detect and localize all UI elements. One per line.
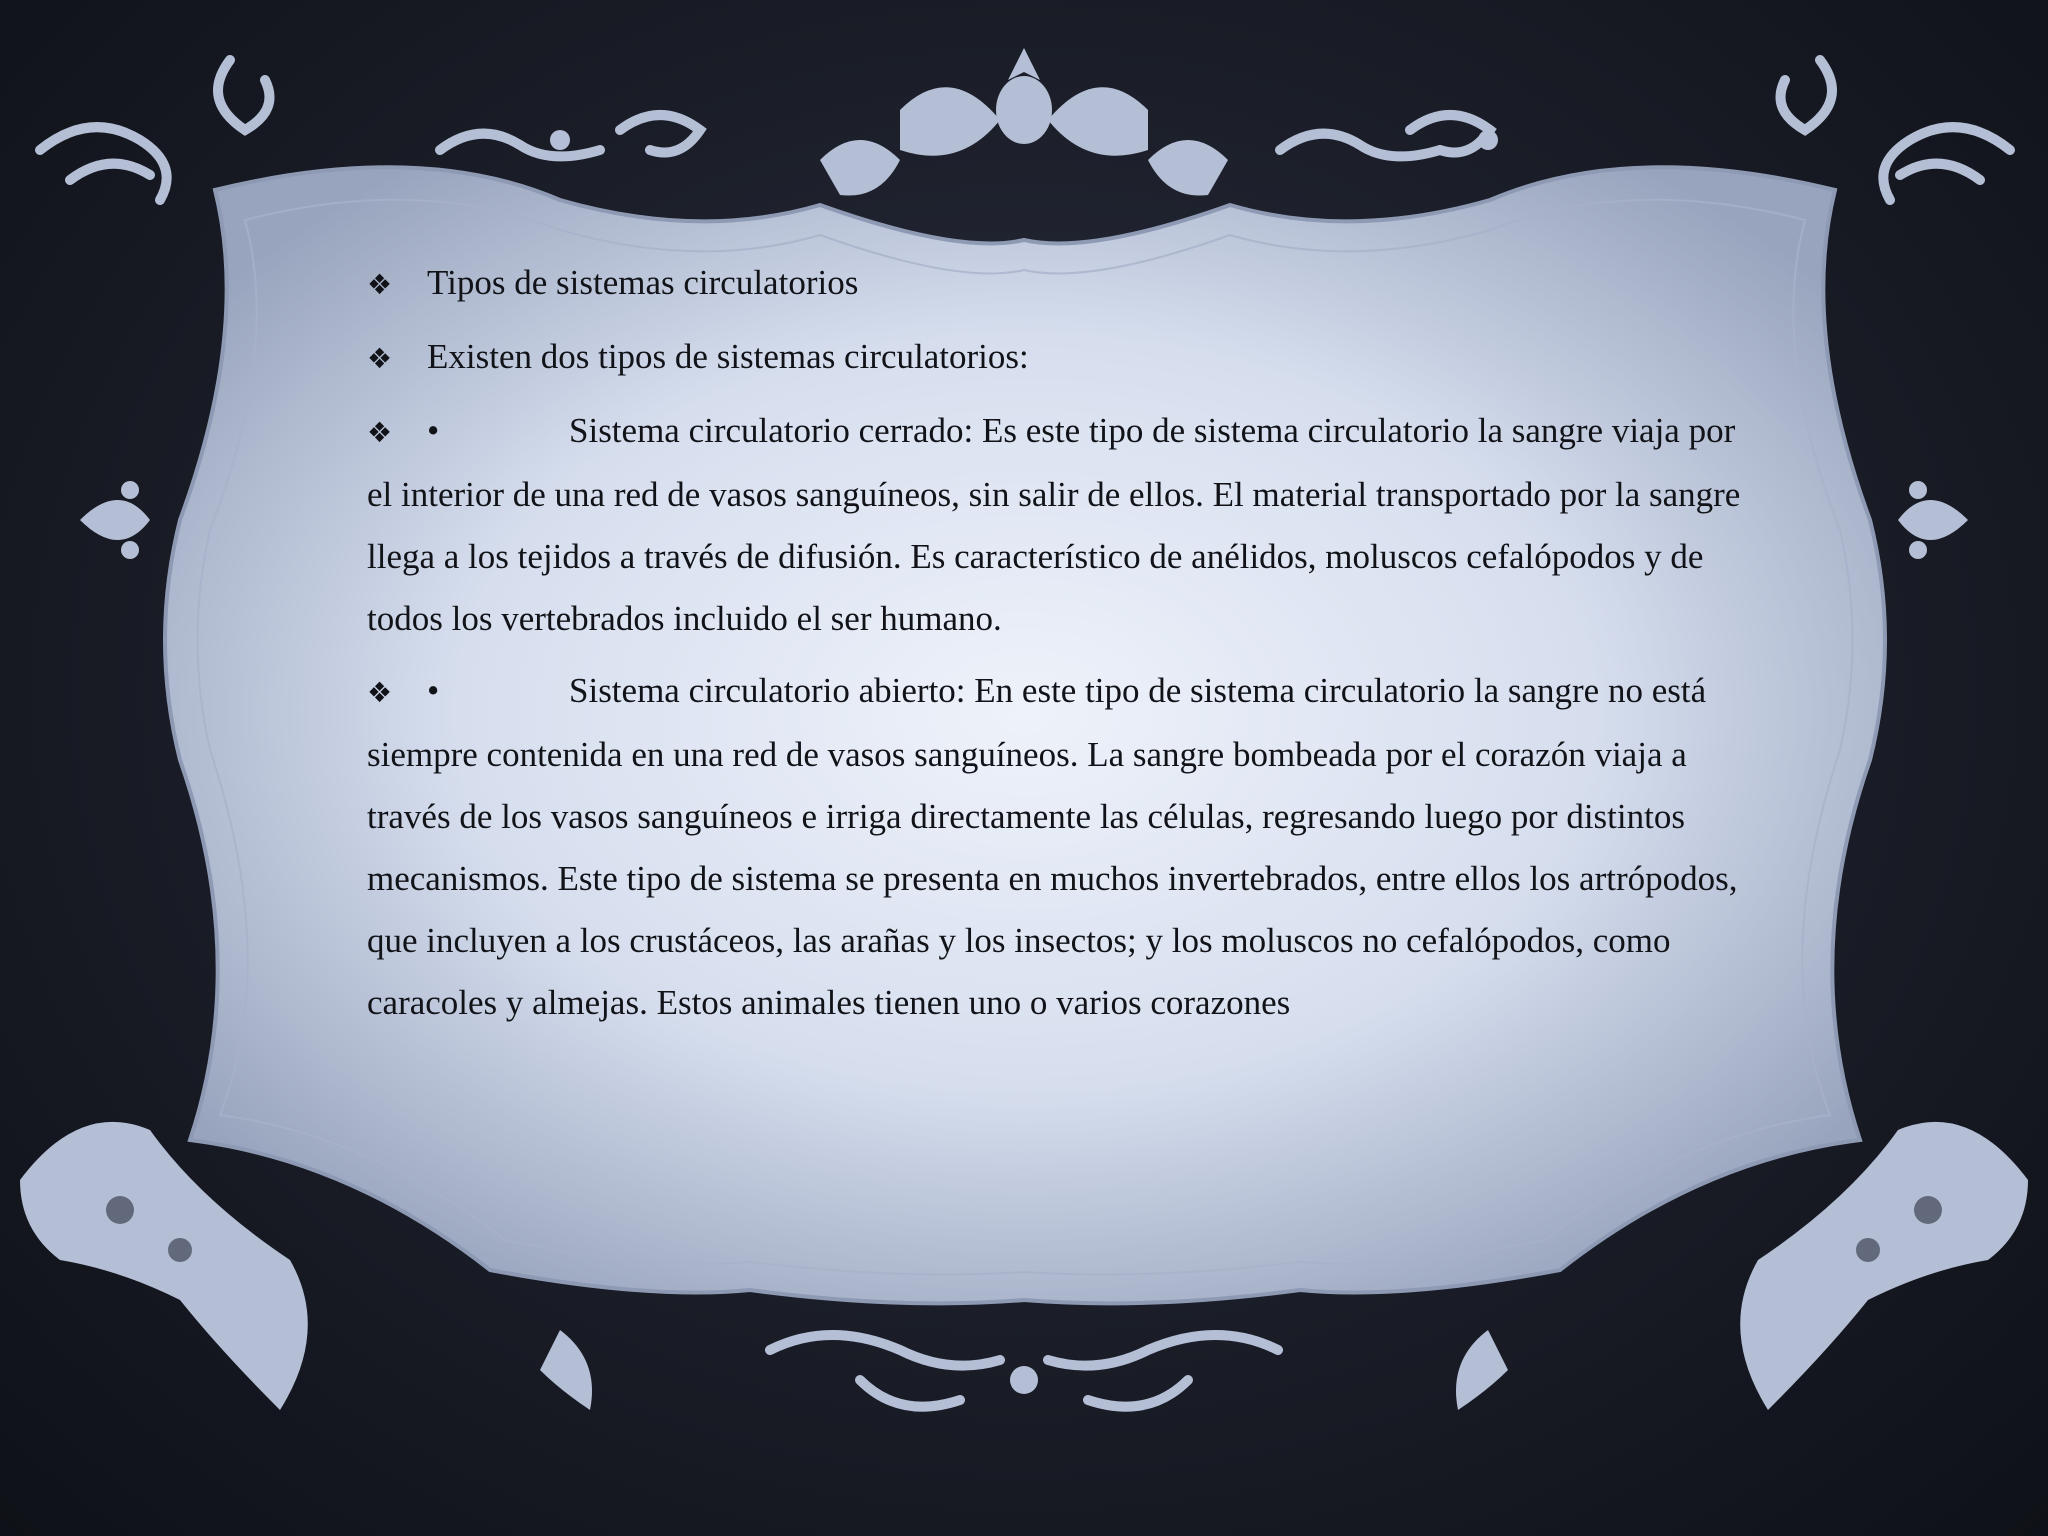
bullet-item-1 <box>367 252 1767 316</box>
diamond-bullet-icon: ❖ <box>367 676 393 709</box>
bullet-text: Existen dos tipos de sistemas circulatorios: <box>427 337 1029 376</box>
sub-bullet-dot: • <box>427 411 440 450</box>
slide-text-body <box>367 252 1767 1044</box>
diamond-bullet-icon: ❖ <box>367 416 393 449</box>
bullet-item-3 <box>367 400 1767 650</box>
diamond-bullet-icon: ❖ <box>367 268 393 301</box>
sub-bullet-dot: • <box>427 671 440 710</box>
bullet-text: Sistema circulatorio cerrado: Es este tipo de sistema circulatorio la sangre viaja por el interior de una red de vasos sanguíneos, sin salir de ellos. El material transportado por la sangre llega a los tejidos a través de difusión. Es característico de anélidos, moluscos cefalópodos y de todos los vertebrados incluido el ser humano. <box>367 411 1741 638</box>
bullet-text: Tipos de sistemas circulatorios <box>427 263 859 302</box>
bullet-item-2 <box>367 326 1767 390</box>
diamond-bullet-icon: ❖ <box>367 342 393 375</box>
bullet-text: Sistema circulatorio abierto: En este tipo de sistema circulatorio la sangre no está siempre contenida en una red de vasos sanguíneos. La sangre bombeada por el corazón viaja a través de los vasos sanguíneos e irriga directamente las células, regresando luego por distintos mecanismos. Este tipo de sistema se presenta en muchos invertebrados, entre ellos los artrópodos, que incluyen a los crustáceos, las arañas y los insectos; y los moluscos no cefalópodos, como caracoles y almejas. Estos animales tienen uno o varios corazones <box>367 671 1738 1022</box>
bullet-item-4 <box>367 660 1767 1034</box>
